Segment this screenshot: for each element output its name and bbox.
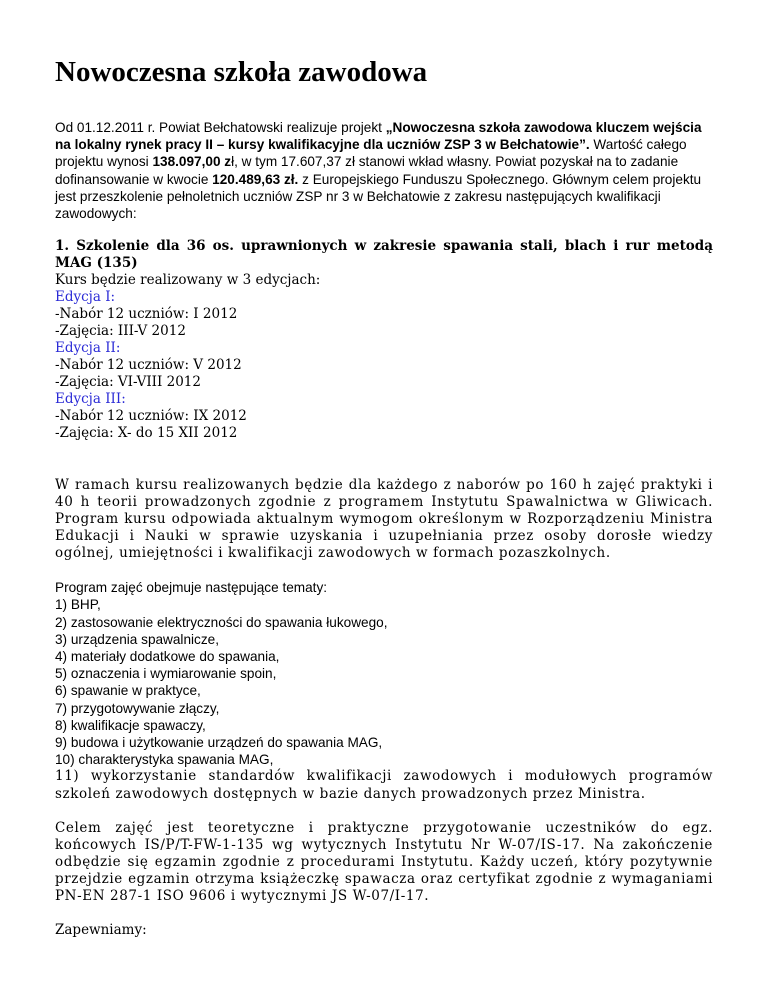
- edition-1-recruit: -Nabór 12 uczniów: I 2012: [55, 306, 238, 323]
- program-item: 8) kwalifikacje spawaczy,: [55, 717, 206, 733]
- intro-text-2: Wartość całego projektu wynosi: [55, 137, 687, 170]
- course-note: Kurs będzie realizowany w 3 edycjach:: [55, 272, 321, 289]
- edition-1-classes: -Zajęcia: III-V 2012: [55, 323, 186, 340]
- edition-3-classes: -Zajęcia: X- do 15 XII 2012: [55, 425, 238, 442]
- page-title: Nowoczesna szkoła zawodowa: [55, 56, 428, 88]
- program-intro: Program zajęć obejmuje następujące tematy:: [55, 580, 328, 596]
- edition-2-classes: -Zajęcia: VI-VIII 2012: [55, 374, 201, 391]
- provide-paragraph: Zapewniamy:: [55, 921, 147, 938]
- goal-paragraph: Celem zajęć jest teoretyczne i praktyczne przygotowanie uczestników do egz. końcowych IS/P/T-FW-1-135 wg wytycznych Instytutu Nr W-07/IS-17. Na zakończenie odbędzie się egzamin zgodnie z procedurami Instytutu. Każdy uczeń, który pozytywnie przejdzie egzamin otrzyma książeczkę spawacza oraz certyfikat zgodnie z wymaganiami PN-EN 287-1 ISO 9606 i wytycznymi JS W-07/I-17.: [55, 819, 713, 904]
- edition-2-label: Edycja II:: [55, 340, 121, 357]
- program-item: 1) BHP,: [55, 597, 101, 613]
- program-item: 5) oznaczenia i wymiarowanie spoin,: [55, 666, 277, 682]
- program-item-11: 11) wykorzystanie standardów kwalifikacji zawodowych i modułowych programów szkoleń zawodowych dostępnych w bazie danych prowadzonych przez Ministra.: [55, 768, 713, 802]
- program-item: 6) spawanie w praktyce,: [55, 683, 201, 699]
- intro-paragraph: [55, 119, 713, 222]
- program-item: 9) budowa i użytkowanie urządzeń do spawania MAG,: [55, 735, 383, 751]
- section-1-heading: 1. Szkolenie dla 36 os. uprawnionych w zakresie spawania stali, blach i rur metodą MAG (135): [55, 238, 713, 272]
- course-paragraph: W ramach kursu realizowanych będzie dla każdego z naborów po 160 h zajęć praktyki i 40 h teorii prowadzonych zgodnie z programem Instytutu Spawalnictwa w Gliwicach. Program kursu odpowiada aktualnym wymogom określonym w Rozporządzeniu Ministra Edukacji i Nauki w sprawie uzyskania i uzupełniania przez osoby dorosłe wiedzy ogólnej, umiejętności i kwalifikacji zawodowych w formach pozaszkolnych.: [55, 477, 713, 562]
- edition-2-recruit: -Nabór 12 uczniów: V 2012: [55, 357, 242, 374]
- intro-funding-amount: 120.489,63 zł.: [212, 171, 299, 187]
- program-item: 3) urządzenia spawalnicze,: [55, 631, 219, 647]
- program-item: 4) materiały dodatkowe do spawania,: [55, 649, 280, 665]
- document-page: [55, 55, 713, 956]
- intro-text-4: z Europejskiego Funduszu Społecznego. Głównym celem projektu jest przeszkolenie pełnoletnich uczniów ZSP nr 3 w Bełchatowie z zakresu następujących kwalifikacji zawodowych:: [55, 171, 702, 222]
- program-list: [55, 579, 713, 803]
- edition-1-label: Edycja I:: [55, 289, 116, 306]
- intro-text-1: Od 01.12.2011 r. Powiat Bełchatowski realizuje projekt: [55, 120, 386, 135]
- program-item: 7) przygotowywanie złączy,: [55, 700, 220, 716]
- intro-project-name: „Nowoczesna szkoła zawodowa kluczem wejścia na lokalny rynek pracy II – kursy kwalifikacyjne dla uczniów ZSP 3 w Bełchatowie”.: [55, 120, 702, 153]
- intro-total-value: 138.097,00 z: [152, 154, 232, 170]
- edition-3-label: Edycja III:: [55, 391, 126, 408]
- intro-text-3: ł, w tym 17.607,37 zł stanowi wkład własny. Powiat pozyskał na to zadanie dofinansowanie w kwocie: [55, 154, 679, 187]
- section-1: [55, 238, 713, 442]
- program-item: 10) charakterystyka spawania MAG,: [55, 752, 274, 768]
- edition-3-recruit: -Nabór 12 uczniów: IX 2012: [55, 408, 247, 425]
- program-item: 2) zastosowanie elektryczności do spawania łukowego,: [55, 614, 388, 630]
